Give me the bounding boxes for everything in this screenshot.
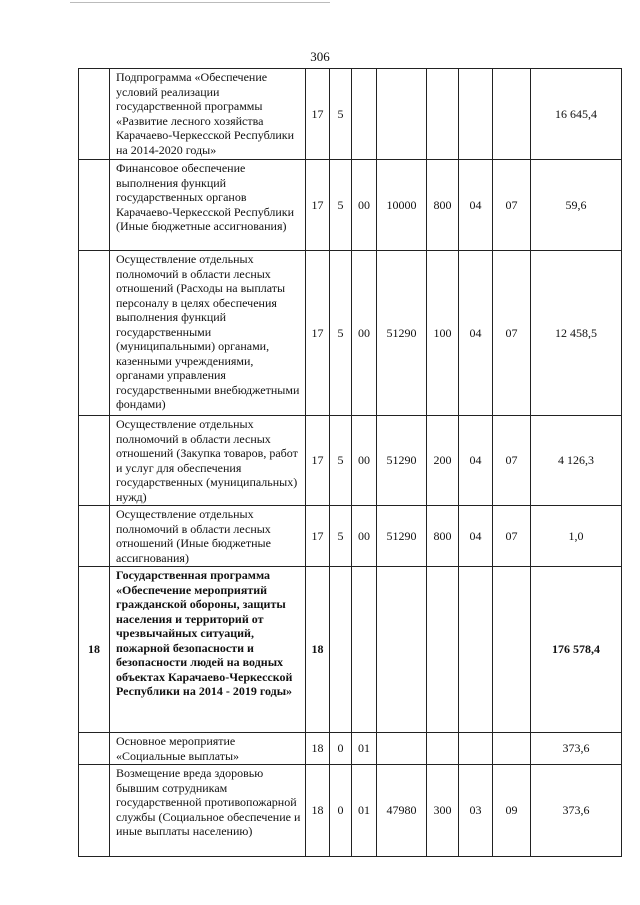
code-cell: 00 <box>352 251 377 416</box>
row-number <box>79 733 110 765</box>
code-cell <box>377 69 427 160</box>
code-cell: 04 <box>459 251 493 416</box>
code-cell: 17 <box>306 506 330 567</box>
code-cell <box>459 733 493 765</box>
row-name: Основное мероприятие «Социальные выплаты» <box>110 733 306 765</box>
row-number <box>79 416 110 506</box>
code-cell: 5 <box>330 160 352 251</box>
code-cell: 300 <box>427 765 459 857</box>
code-cell <box>352 69 377 160</box>
table-row <box>79 506 622 567</box>
code-cell <box>493 69 531 160</box>
code-cell <box>459 69 493 160</box>
code-cell: 5 <box>330 416 352 506</box>
code-cell: 100 <box>427 251 459 416</box>
code-cell: 03 <box>459 765 493 857</box>
table-row <box>79 765 622 857</box>
code-cell: 5 <box>330 69 352 160</box>
row-number <box>79 251 110 416</box>
row-number <box>79 69 110 160</box>
code-cell: 00 <box>352 506 377 567</box>
row-number: 18 <box>79 567 110 733</box>
code-cell: 5 <box>330 506 352 567</box>
table-row <box>79 160 622 251</box>
row-name: Осуществление отдельных полномочий в области лесных отношений (Закупка товаров, работ и услуг для обеспечения государственных (муниципальных) нужд) <box>110 416 306 506</box>
table-row-program-18 <box>79 567 622 733</box>
code-cell: 51290 <box>377 416 427 506</box>
code-cell: 47980 <box>377 765 427 857</box>
code-cell: 07 <box>493 160 531 251</box>
code-cell: 04 <box>459 416 493 506</box>
code-cell: 07 <box>493 251 531 416</box>
amount-cell: 176 578,4 <box>531 567 622 733</box>
table-row <box>79 69 622 160</box>
amount-cell: 59,6 <box>531 160 622 251</box>
row-number <box>79 160 110 251</box>
row-number <box>79 506 110 567</box>
code-cell: 5 <box>330 251 352 416</box>
code-cell: 17 <box>306 160 330 251</box>
code-cell <box>493 567 531 733</box>
code-cell: 07 <box>493 416 531 506</box>
code-cell: 18 <box>306 765 330 857</box>
row-name: Финансовое обеспечение выполнения функций государственных органов Карачаево-Черкесской Республики (Иные бюджетные ассигнования) <box>110 160 306 251</box>
code-cell <box>352 567 377 733</box>
amount-cell: 16 645,4 <box>531 69 622 160</box>
code-cell <box>427 733 459 765</box>
code-cell <box>330 567 352 733</box>
amount-cell: 1,0 <box>531 506 622 567</box>
code-cell: 51290 <box>377 506 427 567</box>
code-cell: 04 <box>459 160 493 251</box>
code-cell: 07 <box>493 506 531 567</box>
table-row <box>79 416 622 506</box>
row-name: Возмещение вреда здоровью бывшим сотрудникам государственной противопожарной службы (Социальное обеспечение и иные выплаты населению) <box>110 765 306 857</box>
code-cell: 17 <box>306 251 330 416</box>
row-name: Государственная программа «Обеспечение мероприятий гражданской обороны, защиты населения и территорий от чрезвычайных ситуаций, пожарной безопасности и безопасности людей на водных объектах Карачаево-Черкесской Республики на 2014 - 2019 годы» <box>110 567 306 733</box>
code-cell: 800 <box>427 160 459 251</box>
code-cell: 17 <box>306 69 330 160</box>
code-cell: 04 <box>459 506 493 567</box>
code-cell: 17 <box>306 416 330 506</box>
code-cell: 200 <box>427 416 459 506</box>
code-cell: 18 <box>306 733 330 765</box>
budget-table <box>78 68 622 857</box>
code-cell: 51290 <box>377 251 427 416</box>
code-cell: 0 <box>330 733 352 765</box>
code-cell: 00 <box>352 160 377 251</box>
amount-cell: 12 458,5 <box>531 251 622 416</box>
code-cell: 09 <box>493 765 531 857</box>
code-cell: 01 <box>352 733 377 765</box>
scan-edge-line <box>70 2 330 3</box>
page-number: 306 <box>310 49 330 64</box>
table-row <box>79 733 622 765</box>
row-name: Осуществление отдельных полномочий в области лесных отношений (Иные бюджетные ассигнования) <box>110 506 306 567</box>
code-cell: 0 <box>330 765 352 857</box>
code-cell <box>427 567 459 733</box>
code-cell <box>377 567 427 733</box>
code-cell: 800 <box>427 506 459 567</box>
code-cell: 01 <box>352 765 377 857</box>
code-cell <box>459 567 493 733</box>
row-number <box>79 765 110 857</box>
code-cell: 10000 <box>377 160 427 251</box>
amount-cell: 373,6 <box>531 733 622 765</box>
code-cell <box>493 733 531 765</box>
row-name: Подпрограмма «Обеспечение условий реализации государственной программы «Развитие лесного хозяйства Карачаево-Черкесской Республики на 2014-2020 годы» <box>110 69 306 160</box>
code-cell: 18 <box>306 567 330 733</box>
row-name: Осуществление отдельных полномочий в области лесных отношений (Расходы на выплаты персоналу в целях обеспечения выполнения функций государственными (муниципальными) органами, казенными учреждениями, органами управления государственными внебюджетными фондами) <box>110 251 306 416</box>
amount-cell: 373,6 <box>531 765 622 857</box>
code-cell: 00 <box>352 416 377 506</box>
code-cell <box>427 69 459 160</box>
table-row <box>79 251 622 416</box>
amount-cell: 4 126,3 <box>531 416 622 506</box>
code-cell <box>377 733 427 765</box>
